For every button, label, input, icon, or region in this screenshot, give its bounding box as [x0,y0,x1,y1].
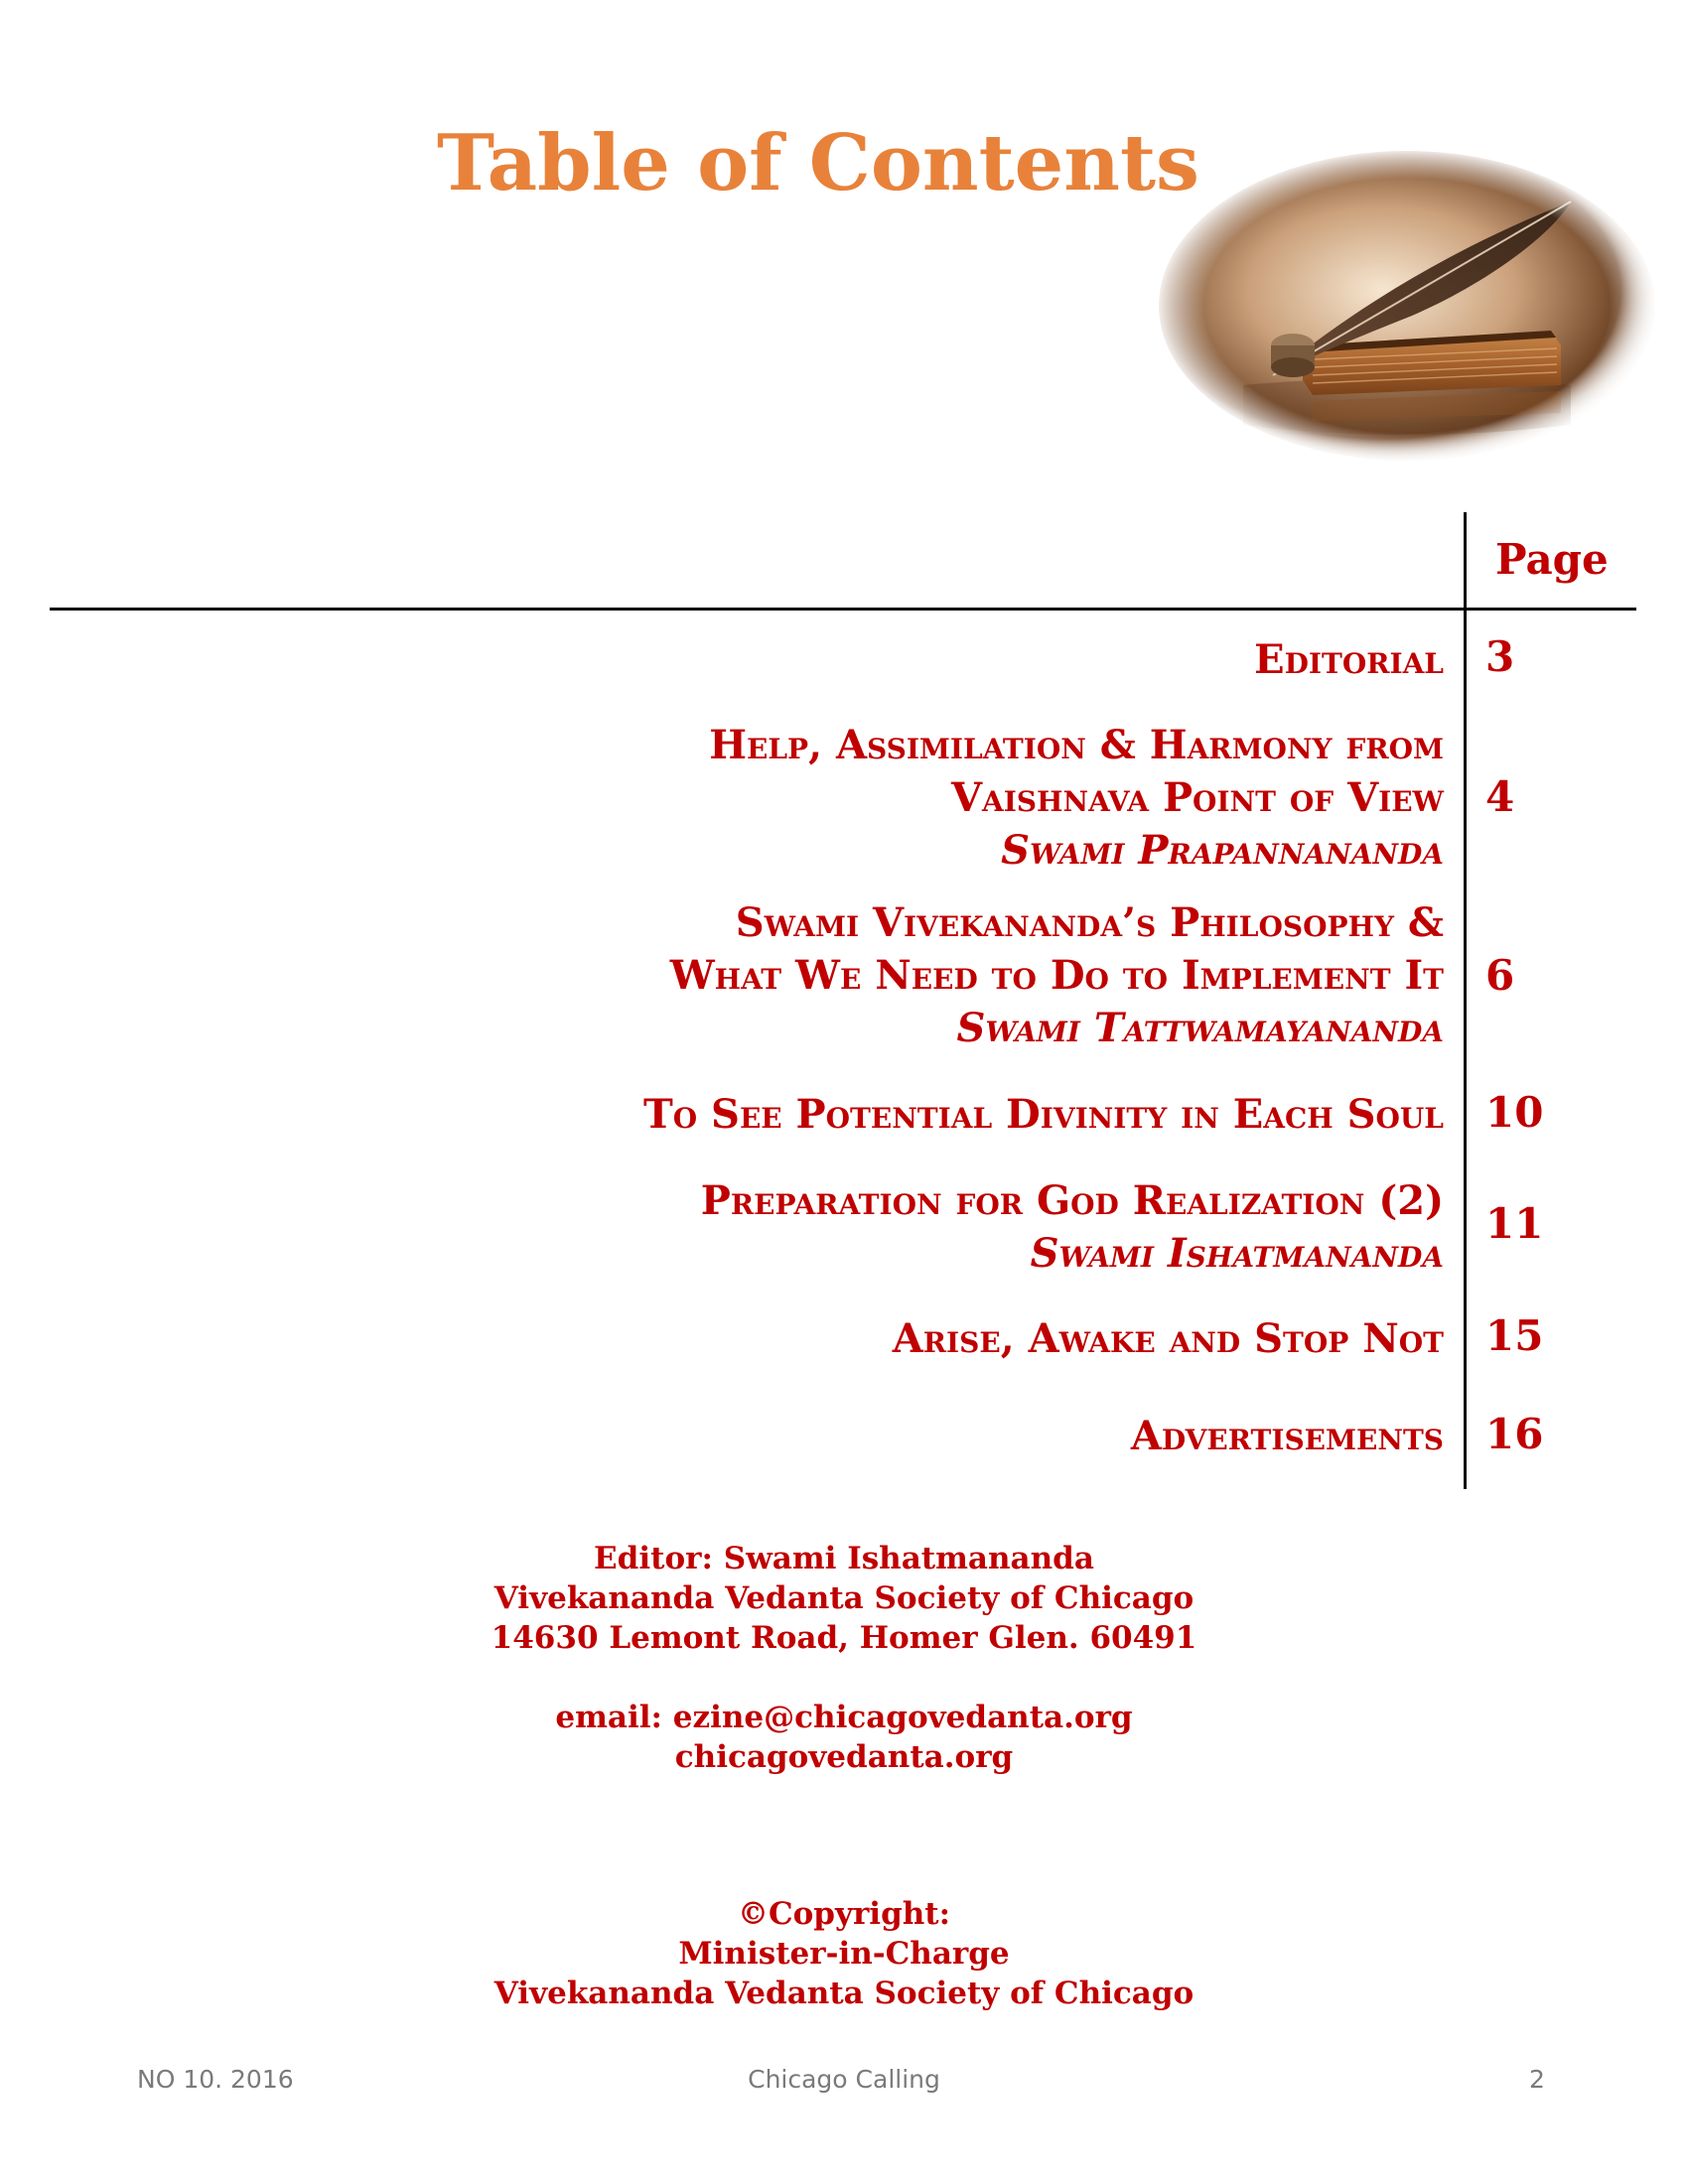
page-column-header: Page [1495,535,1609,584]
footer-publication: Chicago Calling [748,2065,940,2094]
toc-entry-title: Editorial [1254,636,1444,683]
toc-entry-author: Swami Tattwamayananda [956,1005,1444,1051]
toc-entry-help-assimilation[interactable] [709,719,1444,877]
address-line: 14630 Lemont Road, Homer Glen. 60491 [491,1620,1197,1656]
toc-entry-title: Swami Vivekananda’s Philosophy & [735,899,1444,946]
copyright-holder: Minister-in-Charge [678,1936,1010,1972]
society-name: Vivekananda Vedanta Society of Chicago [493,1580,1195,1616]
copyright-label: ©Copyright: [737,1896,951,1932]
toc-page-number: 3 [1485,632,1515,681]
toc-entry-potential-divinity[interactable] [643,1088,1444,1141]
toc-entry-author: Swami Ishatmananda [1030,1230,1444,1277]
contact-block [298,1698,1390,1777]
toc-entry-vivekananda-philosophy[interactable] [670,896,1444,1054]
editor-line: Editor: Swami Ishatmananda [594,1541,1094,1576]
copyright-block [298,1894,1390,2013]
toc-entry-title: Help, Assimilation & Harmony from [709,722,1444,768]
toc-entry-advertisements[interactable] [1131,1410,1444,1462]
editor-info-block [298,1539,1390,1658]
website-link[interactable]: chicagovedanta.org [674,1739,1014,1775]
toc-entry-title: What We Need to Do to Implement It [669,952,1444,999]
copyright-society: Vivekananda Vedanta Society of Chicago [493,1976,1195,2011]
footer-page-number: 2 [1529,2065,1545,2094]
toc-entry-title: Preparation for God Realization (2) [700,1177,1444,1224]
toc-page-number: 6 [1485,951,1515,1000]
toc-entry-author: Swami Prapannananda [1001,827,1444,874]
toc-page-number: 4 [1485,772,1515,821]
page-title: Table of Contents [437,118,1199,208]
toc-entry-god-realization[interactable] [701,1174,1444,1280]
header-rule [50,608,1636,611]
toc-entry-title: Arise, Awake and Stop Not [892,1315,1444,1362]
toc-page-number: 16 [1485,1410,1544,1458]
toc-page-number: 15 [1485,1311,1544,1360]
quill-and-book-image [1154,147,1660,465]
toc-entry-title: Advertisements [1130,1413,1444,1459]
toc-page-number: 10 [1485,1088,1544,1137]
toc-entry-title: To See Potential Divinity in Each Soul [642,1091,1444,1138]
column-divider [1464,512,1467,1489]
email-link[interactable]: email: ezine@chicagovedanta.org [555,1700,1133,1735]
toc-page-number: 11 [1485,1199,1544,1248]
footer-issue: NO 10. 2016 [137,2065,294,2094]
toc-entry-arise-awake[interactable] [893,1312,1444,1365]
quill-and-book-icon [1154,147,1660,465]
toc-entry-title: Vaishnava Point of View [950,774,1444,821]
toc-entry-editorial[interactable] [1254,633,1444,686]
